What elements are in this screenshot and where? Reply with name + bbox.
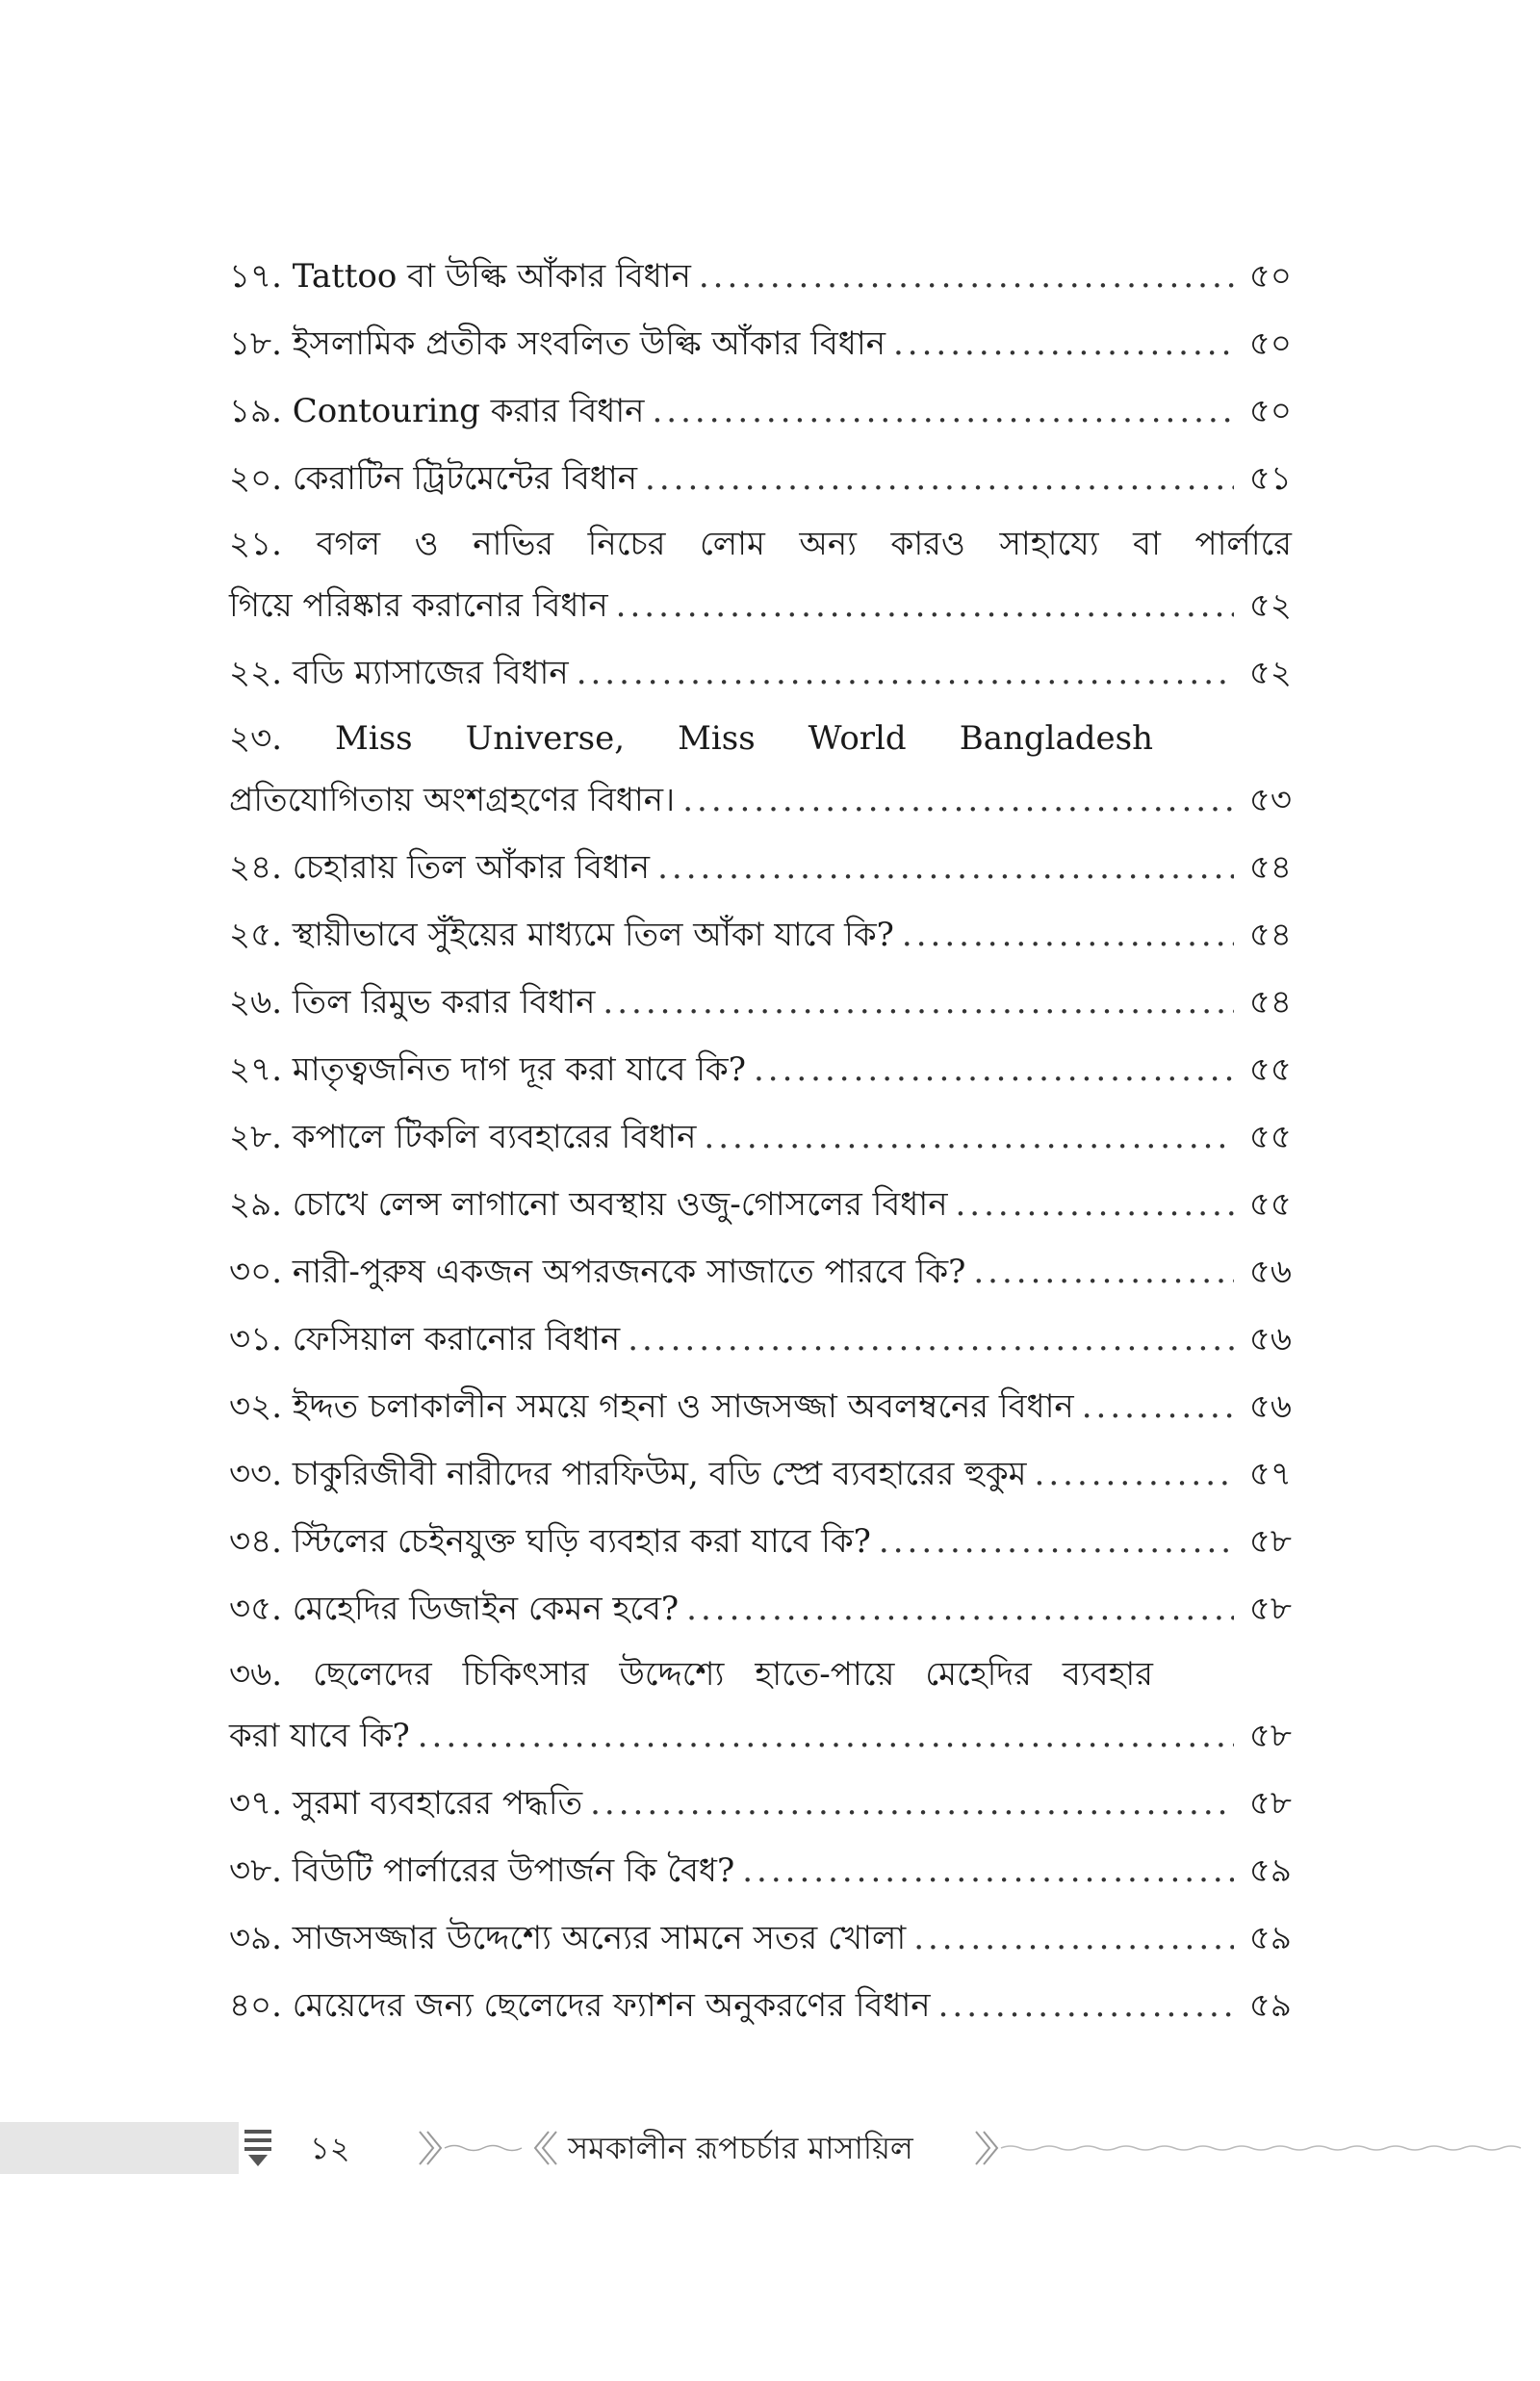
dot-leader <box>657 834 1234 901</box>
toc-entry-page: ৫৭ <box>1248 1455 1292 1493</box>
toc-entry-title: ৩৩. চাকুরিজীবী নারীদের পারফিউম, বডি স্প্রে ব্যবহারের হুকুম <box>229 1455 1027 1493</box>
toc-entry-title: ২৮. কপালে টিকলি ব্যবহারের বিধান <box>229 1118 697 1156</box>
toc-entry <box>229 1508 1292 1575</box>
toc-entry-title: ২৫. স্থায়ীভাবে সুঁইয়ের মাধ্যমে তিল আঁকা যাবে কি? <box>229 916 894 954</box>
dot-leader <box>603 969 1234 1036</box>
dot-leader <box>893 310 1234 377</box>
dot-leader <box>1035 1440 1234 1508</box>
toc-entry <box>229 1238 1292 1306</box>
toc-entry <box>229 1103 1292 1171</box>
toc-entry <box>229 1972 1292 2039</box>
toc-entry-title: ১৯. Contouring করার বিধান <box>229 392 645 430</box>
page-footer <box>0 2120 1540 2176</box>
toc-entry-title: ২৬. তিল রিমুভ করার বিধান <box>229 983 596 1022</box>
toc-entry-title: ৩৮. বিউটি পার্লারের উপার্জন কি বৈধ? <box>229 1851 735 1890</box>
toc-entry-last-line <box>229 1706 1292 1770</box>
toc-entry <box>229 1904 1292 1972</box>
dot-leader <box>1082 1373 1234 1440</box>
toc-entry-title-line1: ৩৬. ছেলেদের চিকিৎসার উদ্দেশ্যে হাতে-পায়ে মেহেদির ব্যবহার <box>229 1655 1153 1694</box>
toc-entry-title-line1: ২১. বগল ও নাভির নিচের লোম অন্য কারও সাহায্যে বা পার্লারে <box>229 525 1292 563</box>
toc-entry <box>229 1373 1292 1440</box>
dot-leader <box>902 901 1234 969</box>
toc-entry-page: ৫৪ <box>1248 848 1292 887</box>
toc-entry-title: ৩০. নারী-পুরুষ একজন অপরজনকে সাজাতে পারবে কি? <box>229 1253 966 1291</box>
toc-entry <box>229 639 1292 707</box>
toc-entry-page: ৫৬ <box>1248 1320 1292 1359</box>
toc-entry-page: ৫২ <box>1248 586 1292 625</box>
toc-entry-page: ৫২ <box>1248 654 1292 692</box>
toc-entry-page: ৫৪ <box>1248 983 1292 1022</box>
toc-entry-page: ৫০ <box>1248 392 1292 430</box>
toc-entry-title-line2: প্রতিযোগিতায় অংশগ্রহণের বিধান। <box>229 781 676 819</box>
toc-entry-title: ৩৪. স্টিলের চেইনযুক্ত ঘড়ি ব্যবহার করা যাবে কি? <box>229 1522 871 1561</box>
toc-entry-title: ২৭. মাতৃত্বজনিত দাগ দূর করা যাবে কি? <box>229 1050 746 1089</box>
toc-entry <box>229 969 1292 1036</box>
toc-entry-page: ৫৫ <box>1248 1118 1292 1156</box>
dot-leader <box>742 1837 1234 1904</box>
toc-entry <box>229 1770 1292 1837</box>
toc-entry <box>229 310 1292 377</box>
toc-entry-page: ৫৫ <box>1248 1185 1292 1224</box>
toc-entry-title-line1: ২৩. Miss Universe, Miss World Bangladesh <box>229 719 1153 758</box>
toc-entry-last-line <box>229 770 1292 834</box>
dot-leader <box>686 1575 1234 1643</box>
toc-entry-title: ৩১. ফেসিয়াল করানোর বিধান <box>229 1320 621 1359</box>
toc-entry-title: ২৯. চোখে লেন্স লাগানো অবস্থায় ওজু-গোসলের বিধান <box>229 1185 948 1224</box>
toc-entry-page: ৫৯ <box>1248 1851 1292 1890</box>
toc-entry-title: ৩২. ইদ্দত চলাকালীন সময়ে গহনা ও সাজসজ্জা অবলম্বনের বিধান <box>229 1387 1074 1426</box>
dot-leader <box>577 639 1234 707</box>
toc-entry <box>229 1440 1292 1508</box>
toc-entry-page: ৫৬ <box>1248 1253 1292 1291</box>
dot-leader <box>682 766 1234 834</box>
chevron-ornament-icon <box>416 2126 560 2170</box>
dot-leader <box>913 1904 1234 1972</box>
toc-entry-page: ৫৮ <box>1248 1784 1292 1823</box>
toc-entry-page: ৫৯ <box>1248 1919 1292 1957</box>
toc-entry-title: ৩৯. সাজসজ্জার উদ্দেশ্যে অন্যের সামনে সতর খোলা <box>229 1919 907 1957</box>
toc-entry-page: ৫৬ <box>1248 1387 1292 1426</box>
dot-leader <box>704 1103 1234 1171</box>
toc-entry-title-line2: করা যাবে কি? <box>229 1717 410 1755</box>
toc-entry-page: ৫০ <box>1248 324 1292 363</box>
dot-leader <box>616 572 1234 639</box>
toc-entry-page: ৫৩ <box>1248 781 1292 819</box>
toc-entry <box>229 1306 1292 1373</box>
toc-entry-page: ৫০ <box>1248 257 1292 296</box>
toc-entry-page: ৫১ <box>1248 459 1292 498</box>
toc-entry-page: ৫৯ <box>1248 1986 1292 2025</box>
table-of-contents <box>229 243 1292 2039</box>
chevron-ornament-icon <box>972 2126 1530 2170</box>
toc-entry-title: ৪০. মেয়েদের জন্য ছেলেদের ফ্যাশন অনুকরণের বিধান <box>229 1986 931 2025</box>
toc-entry-page: ৫৮ <box>1248 1522 1292 1561</box>
toc-entry-title: ২২. বডি ম্যাসাজের বিধান <box>229 654 569 692</box>
dot-leader <box>754 1036 1234 1103</box>
page-number: ১২ <box>310 2130 350 2166</box>
toc-entry <box>229 901 1292 969</box>
toc-entry-page: ৫৪ <box>1248 916 1292 954</box>
toc-entry-page: ৫৮ <box>1248 1717 1292 1755</box>
toc-entry <box>229 1643 1292 1770</box>
toc-entry-title: ১৭. Tattoo বা উল্কি আঁকার বিধান <box>229 257 691 296</box>
toc-entry <box>229 1171 1292 1238</box>
dot-leader <box>938 1972 1234 2039</box>
dot-leader <box>418 1702 1234 1770</box>
toc-entry-page: ৫৫ <box>1248 1050 1292 1089</box>
dot-leader <box>699 243 1234 310</box>
menu-arrow-icon <box>241 2124 279 2172</box>
toc-entry-title: ১৮. ইসলামিক প্রতীক সংবলিত উল্কি আঁকার বিধান <box>229 324 886 363</box>
toc-entry <box>229 1036 1292 1103</box>
dot-leader <box>973 1238 1234 1306</box>
toc-entry <box>229 1837 1292 1904</box>
toc-entry <box>229 834 1292 901</box>
toc-entry-title-line2: গিয়ে পরিষ্কার করানোর বিধান <box>229 586 608 625</box>
toc-entry-title: ৩৫. মেহেদির ডিজাইন কেমন হবে? <box>229 1590 680 1628</box>
toc-entry-page: ৫৮ <box>1248 1590 1292 1628</box>
toc-entry-title: ২৪. চেহারায় তিল আঁকার বিধান <box>229 848 651 887</box>
toc-entry <box>229 1575 1292 1643</box>
toc-entry-last-line <box>229 576 1292 639</box>
toc-entry <box>229 377 1292 445</box>
dot-leader <box>645 445 1234 512</box>
book-title: সমকালীন রূপচর্চার মাসায়িল <box>568 2130 913 2166</box>
toc-entry-title: ২০. কেরাটিন ট্রিটমেন্টের বিধান <box>229 459 638 498</box>
footer-bar <box>0 2122 239 2174</box>
dot-leader <box>590 1770 1234 1837</box>
toc-entry <box>229 707 1292 834</box>
toc-entry <box>229 243 1292 310</box>
toc-entry <box>229 512 1292 639</box>
toc-entry-title: ৩৭. সুরমা ব্যবহারের পদ্ধতি <box>229 1784 583 1823</box>
dot-leader <box>628 1306 1234 1373</box>
dot-leader <box>956 1171 1235 1238</box>
dot-leader <box>879 1508 1234 1575</box>
dot-leader <box>652 377 1234 445</box>
toc-entry <box>229 445 1292 512</box>
